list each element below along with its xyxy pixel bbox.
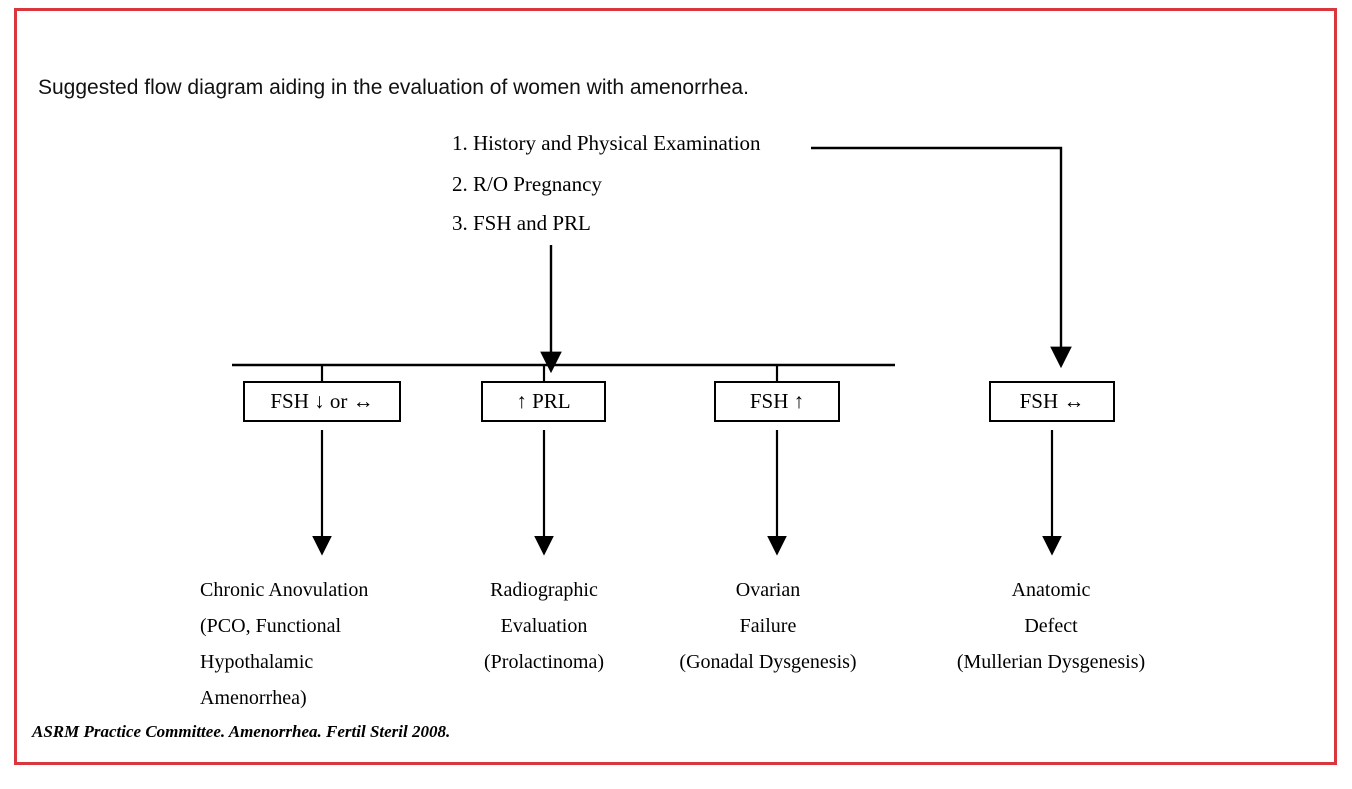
figure-caption: Suggested flow diagram aiding in the evaluation of women with amenorrhea. xyxy=(38,76,749,99)
branch-box-label: FSH ↓ or ↔ xyxy=(270,389,374,413)
outcome-line: Failure xyxy=(739,615,797,637)
branch-box-fsh-high xyxy=(714,381,840,422)
branch-box-label: FSH ↑ xyxy=(749,389,805,413)
outcome-line: (PCO, Functional xyxy=(200,615,342,637)
intake-step-2: 2. R/O Pregnancy xyxy=(452,172,602,196)
outcome-line: Chronic Anovulation xyxy=(200,579,369,601)
outcome-line: (Mullerian Dysgenesis) xyxy=(956,651,1146,673)
outcome-line: Radiographic xyxy=(490,579,598,601)
outcome-line: Evaluation xyxy=(500,615,588,637)
outcome-line: (Gonadal Dysgenesis) xyxy=(679,651,857,673)
intake-to-anatomic-connector xyxy=(811,148,1061,349)
outcome-anatomic-defect xyxy=(935,572,1167,680)
branch-box-fsh-low xyxy=(243,381,401,422)
outcome-line: (Prolactinoma) xyxy=(484,651,604,673)
branch-box-prl-high xyxy=(481,381,606,422)
outcome-line: Ovarian xyxy=(735,579,801,601)
intake-step-3: 3. FSH and PRL xyxy=(452,211,591,235)
outcome-line: Amenorrhea) xyxy=(200,687,307,709)
outcome-line: Hypothalamic xyxy=(200,651,314,673)
outcome-radiographic-evaluation xyxy=(428,572,660,680)
branch-box-label: FSH ↔ xyxy=(1019,389,1085,413)
outcome-line: Anatomic xyxy=(1011,579,1091,601)
branch-box-fsh-normal xyxy=(989,381,1115,422)
outcome-ovarian-failure xyxy=(652,572,884,680)
source-note: ASRM Practice Committee. Amenorrhea. Fertil Steril 2008. xyxy=(32,722,451,741)
outcome-chronic-anovulation xyxy=(200,572,368,716)
intake-step-1: 1. History and Physical Examination xyxy=(452,131,761,155)
outcome-line: Defect xyxy=(1024,615,1078,637)
branch-box-label: ↑ PRL xyxy=(516,389,571,413)
